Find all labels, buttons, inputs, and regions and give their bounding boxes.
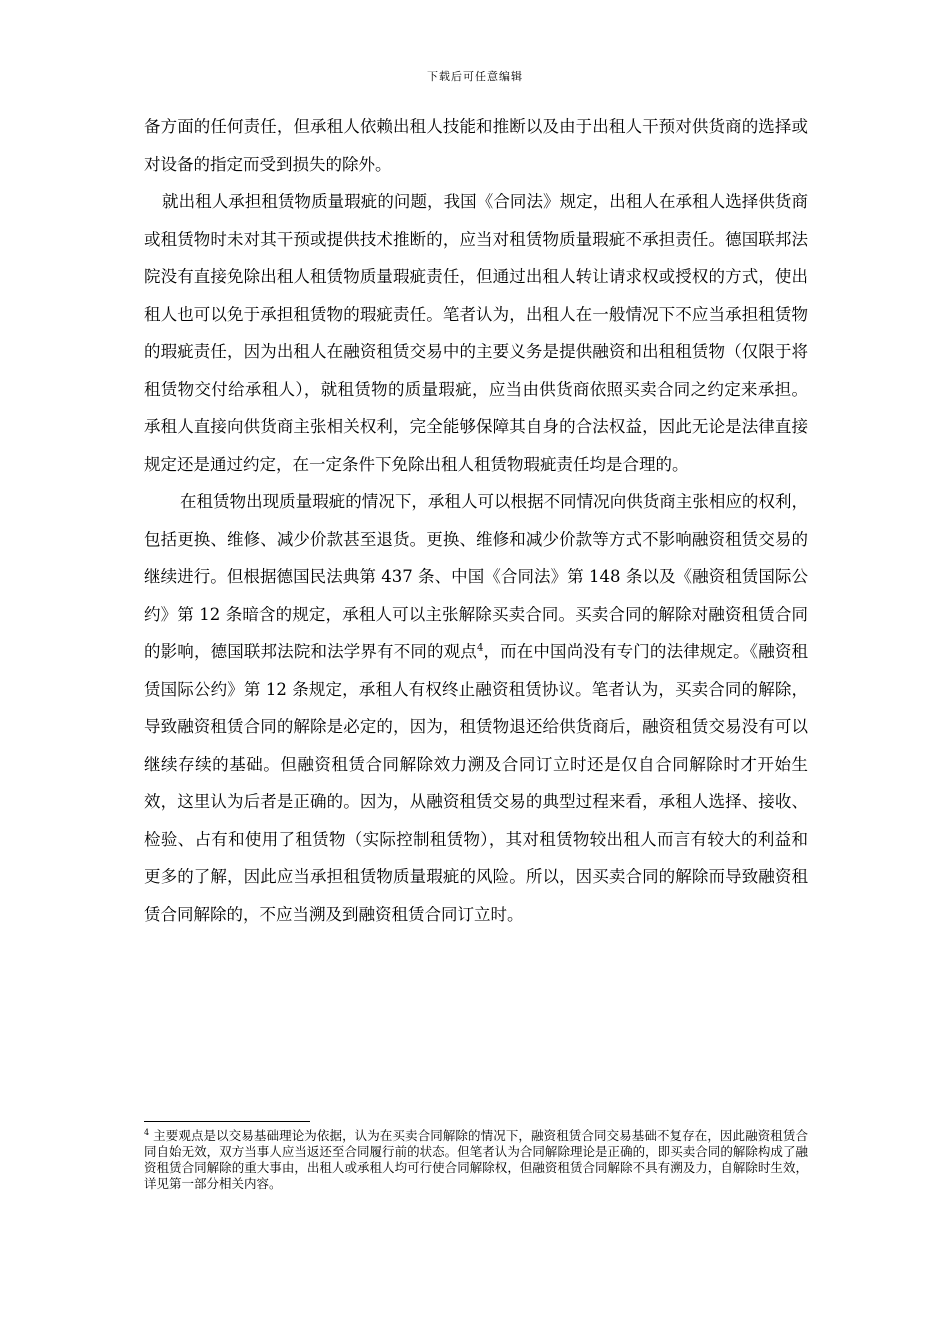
body-text: [144, 108, 808, 933]
paragraph-3: [144, 483, 808, 933]
paragraph-1: 备方面的任何责任，但承租人依赖出租人技能和推断以及由于出租人干预对供货商的选择或对设备的指定而受到损失的除外。: [144, 117, 808, 174]
paragraph-3-text-b: ，而在中国尚没有专门的法律规定。《融资租赁国际公约》第 12 条规定，承租人有权终止融资租赁协议。笔者认为，买卖合同的解除，导致融资租赁合同的解除是必定的，因为，租赁物退还给供货商后，融资租赁交易没有可以继续存续的基础。但融资租赁合同解除效力溯及合同订立时还是仅自合同解除时才开始生效，这里认为后者是正确的。因为，从融资租赁交易的典型过程来看，承租人选择、接收、检验、占有和使用了租赁物（实际控制租赁物），其对租赁物较出租人而言有较大的利益和更多的了解，因此应当承担租赁物质量瑕疵的风险。所以，因买卖合同的解除而导致融资租赁合同解除的，不应当溯及到融资租赁合同订立时。: [144, 642, 809, 924]
footnote-number: 4: [144, 1127, 150, 1137]
paragraph-2: 就出租人承担租赁物质量瑕疵的问题，我国《合同法》规定，出租人在承租人选择供货商或租赁物时未对其干预或提供技术推断的，应当对租赁物质量瑕疵不承担责任。德国联邦法院没有直接免除出租人租赁物质量瑕疵责任，但通过出租人转让请求权或授权的方式，使出租人也可以免于承担租赁物的瑕疵责任。笔者认为，出租人在一般情况下不应当承担租赁物的瑕疵责任，因为出租人在融资租赁交易中的主要义务是提供融资和出租租赁物（仅限于将租赁物交付给承租人），就租赁物的质量瑕疵，应当由供货商依照买卖合同之约定来承担。承租人直接向供货商主张相关权利，完全能够保障其自身的合法权益，因此无论是法律直接规定还是通过约定，在一定条件下免除出租人租赁物瑕疵责任均是合理的。: [144, 192, 808, 474]
paragraph-3-text-a: 在租赁物出现质量瑕疵的情况下，承租人可以根据不同情况向供货商主张相应的权利，包括更换、维修、减少价款甚至退货。更换、维修和减少价款等方式不影响融资租赁交易的继续进行。但根据德国民法典第 437 条、中国《合同法》第 148 条以及《融资租赁国际公约》第 12 条暗含的规定，承租人可以主张解除买卖合同。买卖合同的解除对融资租赁合同的影响，德国联邦法院和法学界有不同的观点: [144, 492, 808, 661]
footnote-reference[interactable]: 4: [476, 642, 484, 654]
footnote: [144, 1128, 808, 1192]
footnote-text: 主要观点是以交易基础理论为依据，认为在买卖合同解除的情况下，融资租赁合同交易基础不复存在，因此融资租赁合同自始无效，双方当事人应当返还至合同履行前的状态。但笔者认为合同解除理论是正确的，即买卖合同的解除构成了融资租赁合同解除的重大事由，出租人或承租人均可行使合同解除权，但融资租赁合同解除不具有溯及力，自解除时生效，详见第一部分相关内容。: [144, 1128, 808, 1191]
footnote-separator: [144, 1121, 310, 1122]
page-header: 下载后可任意编辑: [427, 70, 523, 83]
